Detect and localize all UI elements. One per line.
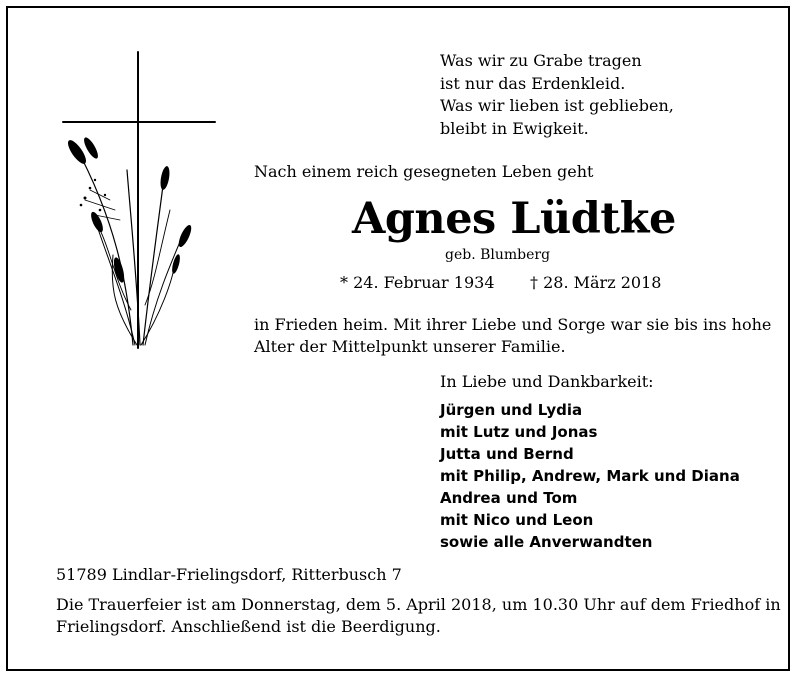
thanks-line: In Liebe und Dankbarkeit: [440, 372, 654, 391]
family-member: Jutta und Bernd [440, 445, 574, 463]
body-text [254, 314, 771, 358]
family-member: mit Philip, Andrew, Mark und Diana [440, 467, 740, 485]
deceased-name: Agnes Lüdtke [352, 194, 676, 244]
maiden-name: geb. Blumberg [445, 247, 551, 263]
family-member: Jürgen und Lydia [440, 401, 583, 419]
birth-date: * 24. Februar 1934 [340, 273, 495, 292]
poem-line: Was wir zu Grabe tragen [440, 51, 642, 70]
ceremony-line: Die Trauerfeier ist am Donnerstag, dem 5. April 2018, um 10.30 Uhr auf dem Friedhof in [56, 595, 781, 614]
poem-line: bleibt in Ewigkeit. [440, 118, 589, 138]
family-member: mit Nico und Leon [440, 511, 594, 529]
family-list [440, 399, 740, 553]
family-member: sowie alle Anverwandten [440, 533, 653, 551]
poem-line: ist nur das Erdenkleid. [440, 73, 626, 93]
ceremony-line: Frielingsdorf. Anschließend ist die Beerdigung. [56, 617, 441, 636]
ceremony-text [56, 594, 781, 638]
death-date: † 28. März 2018 [530, 273, 662, 292]
body-line: in Frieden heim. Mit ihrer Liebe und Sorge war sie bis ins hohe [254, 315, 772, 334]
address: 51789 Lindlar-Frielingsdorf, Ritterbusch 7 [56, 565, 402, 584]
family-member: Andrea und Tom [440, 489, 578, 507]
cross-with-wheat-icon [55, 50, 225, 350]
poem-line: Was wir lieben ist geblieben, [440, 96, 674, 115]
intro-text: Nach einem reich gesegneten Leben geht [254, 162, 594, 181]
family-member: mit Lutz und Jonas [440, 423, 598, 441]
poem [440, 50, 674, 140]
body-line: Alter der Mittelpunkt unserer Familie. [254, 337, 566, 356]
